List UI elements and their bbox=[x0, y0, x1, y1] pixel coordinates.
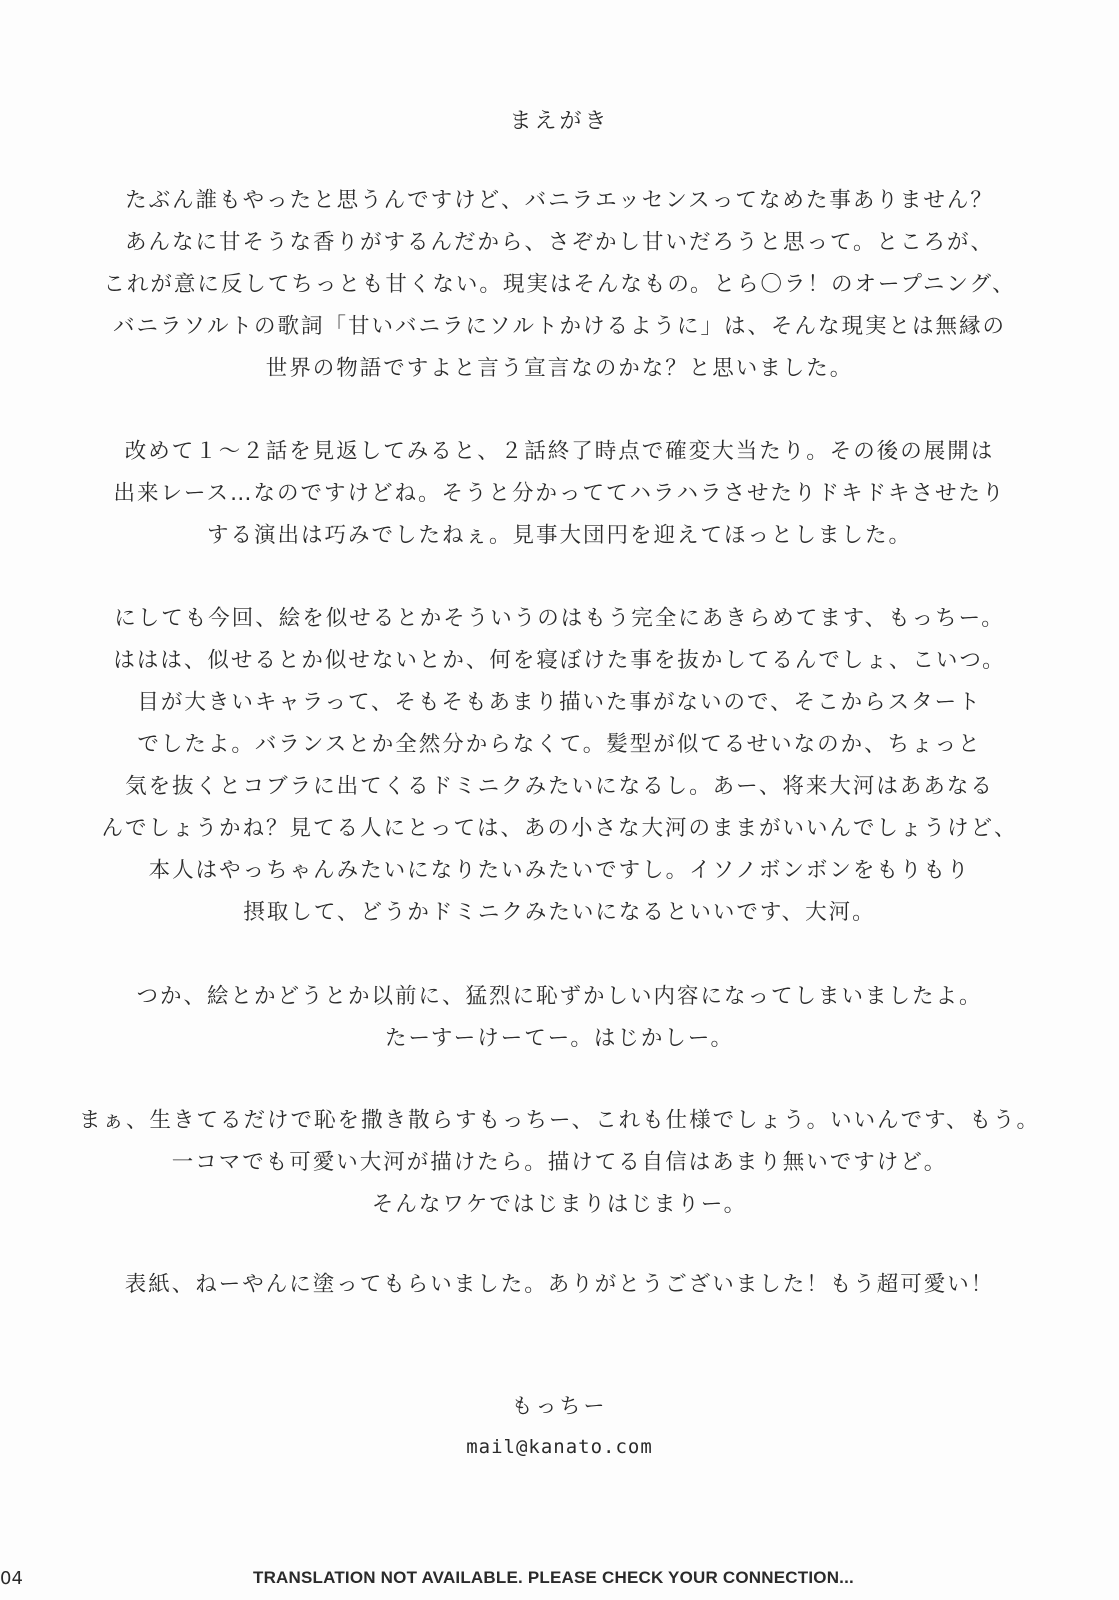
text-line: たーすーけーてー。はじかしー。 bbox=[384, 1026, 735, 1051]
paragraph-6 bbox=[40, 1264, 1079, 1306]
text-line: たぶん誰もやったと思うんですけど、バニラエッセンスってなめた事ありません？ bbox=[125, 188, 994, 213]
paragraph-2 bbox=[40, 431, 1079, 557]
paragraph-4 bbox=[40, 976, 1079, 1060]
text-line: んでしょうかね？見てる人にとっては、あの小さな大河のままがいいんでしょうけど、 bbox=[101, 816, 1018, 841]
page-title: まえがき bbox=[509, 109, 610, 134]
paragraph-1 bbox=[40, 180, 1079, 390]
text-line: バニラソルトの歌詞「甘いバニラにソルトかけるように」は、そんな現実とは無縁の bbox=[112, 314, 1006, 339]
text-line: 改めて１～２話を見返してみると、２話終了時点で確変大当たり。その後の展開は bbox=[124, 439, 995, 464]
paragraph-3 bbox=[40, 598, 1079, 934]
page-number: 04 bbox=[0, 1568, 23, 1589]
text-line: 気を抜くとコブラに出てくるドミニクみたいになるし。あー、将来大河はああなる bbox=[125, 774, 994, 799]
text-line: 摂取して、どうかドミニクみたいになるといいです、大河。 bbox=[243, 900, 876, 925]
text-line: これが意に反してちっとも甘くない。現実はそんなもの。とら〇ラ！のオープニング、 bbox=[103, 272, 1016, 297]
text-line: にしても今回、絵を似せるとかそういうのはもう完全にあきらめてます、もっちー。 bbox=[114, 606, 1005, 631]
text-line: ははは、似せるとか似せないとか、何を寝ぼけた事を抜かしてるんでしょ、こいつ。 bbox=[113, 648, 1006, 673]
text-line: 目が大きいキャラって、そもそもあまり描いた事がないので、そこからスタート bbox=[137, 690, 982, 715]
author-signature: もっちー bbox=[511, 1394, 608, 1418]
text-line: 本人はやっちゃんみたいになりたいみたいですし。イソノボンボンをもりもり bbox=[148, 858, 971, 883]
text-line: つか、絵とかどうとか以前に、猛烈に恥ずかしい内容になってしまいましたよ。 bbox=[136, 984, 983, 1009]
paragraph-5 bbox=[40, 1100, 1079, 1226]
text-line: 出来レース…なのですけどね。そうと分かっててハラハラさせたりドキドキさせたり bbox=[113, 481, 1006, 506]
text-line: でしたよ。バランスとか全然分からなくて。髪型が似てるせいなのか、ちょっと bbox=[137, 732, 982, 757]
author-email: mail@kanato.com bbox=[466, 1436, 653, 1458]
text-line: 表紙、ねーやんに塗ってもらいました。ありがとうございました！もう超可愛い！ bbox=[124, 1272, 995, 1297]
translation-notice: TRANSLATION NOT AVAILABLE. PLEASE CHECK YOUR CONNECTION... bbox=[253, 1568, 854, 1587]
text-line: する演出は巧みでしたねぇ。見事大団円を迎えてほっとしました。 bbox=[206, 523, 912, 548]
text-line: まぁ、生きてるだけで恥を撒き散らすもっちー、これも仕様でしょう。いいんです、もう。 bbox=[79, 1108, 1040, 1133]
text-line: そんなワケではじまりはじまりー。 bbox=[371, 1192, 748, 1217]
text-line: あんなに甘そうな香りがするんだから、さぞかし甘いだろうと思って。ところが、 bbox=[124, 230, 995, 255]
text-line: 一コマでも可愛い大河が描けたら。描けてる自信はあまり無いですけど。 bbox=[171, 1150, 948, 1175]
text-line: 世界の物語ですよと言う宣言なのかな？と思いました。 bbox=[265, 356, 854, 381]
